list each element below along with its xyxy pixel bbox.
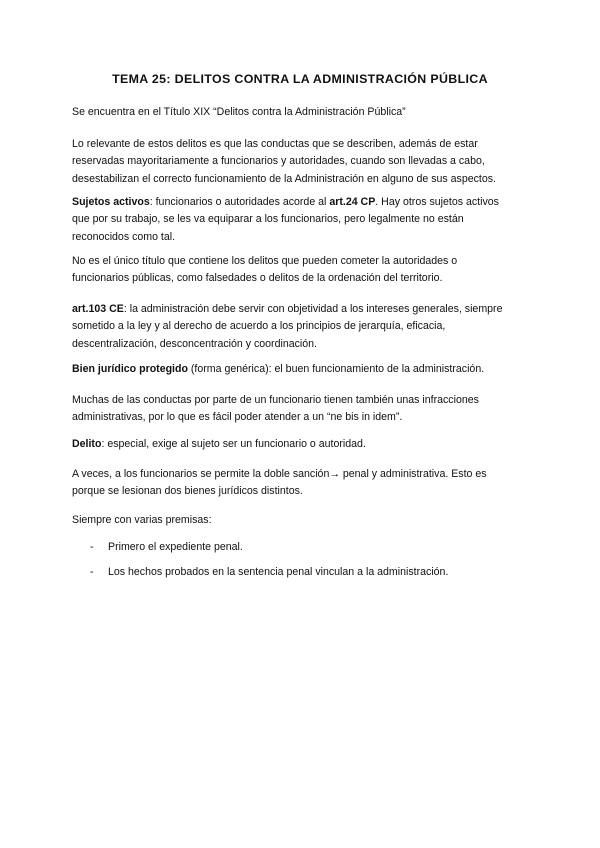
ref-art-103-ce: art.103 CE [72,303,124,315]
paragraph-line: funcionarios públicas, como falsedades o delitos de la ordenación del territorio. [72,272,443,285]
paragraph-line: Se encuentra en el Título XIX “Delitos contra la Administración Pública” [72,106,406,118]
text-fragment: (forma genérica): el buen funcionamiento de la administración. [187,363,485,375]
paragraph-line: No es el único título que contiene los delitos que pueden cometer la autoridades o [72,255,458,267]
text-fragment: : la administración debe servir con objetividad a los intereses generales, siempre [123,303,503,315]
term-sujetos-activos: Sujetos activos [72,196,150,208]
bullet-marker: - [90,541,94,553]
list-item [90,539,243,556]
paragraph-doble-sancion [72,466,534,501]
paragraph-art-103-ce [72,301,534,353]
list-item-text: Primero el expediente penal. [108,541,243,553]
text-fragment: : especial, exige al sujeto ser un funcionario o autoridad. [101,438,366,450]
paragraph-line: que por su trabajo, se les va equiparar a los funcionarios, pero legalmente no están [72,213,464,226]
paragraph-line [72,301,534,318]
paragraph-titulo-xix [72,104,534,121]
paragraph-premisas [72,512,534,529]
paragraph-line: Siempre con varias premisas: [72,514,212,526]
paragraph-sujetos-activos [72,194,534,246]
paragraph-line: desestabilizan el correcto funcionamiento de la Administración en alguno de sus aspectos. [72,172,497,185]
paragraph-line [72,436,534,453]
paragraph-line: descentralización, desconcentración y coordinación. [72,337,317,350]
bullet-marker: - [90,566,94,578]
paragraph-line: A veces, a los funcionarios se permite la doble sanción→ penal y administrativa. Esto es [72,468,487,480]
paragraph-unico-titulo [72,253,534,288]
paragraph-line: administrativas, por lo que es fácil poder atender a un “ne bis in idem”. [72,411,403,424]
paragraph-line: sometido a la ley y al derecho de acuerdo a los principios de jerarquía, eficacia, [72,320,446,333]
paragraph-infracciones [72,392,534,427]
document-title: TEMA 25: DELITOS CONTRA LA ADMINISTRACIÓN PÚBLICA [112,72,488,86]
paragraph-line: Lo relevante de estos delitos es que las conductas que se describen, además de estar [72,138,478,150]
paragraph-bien-juridico [72,361,534,378]
paragraph-relevancia [72,136,534,188]
text-fragment: : funcionarios o autoridades acorde al [149,196,330,208]
paragraph-line: Muchas de las conductas por parte de un funcionario tienen también unas infracciones [72,394,479,406]
paragraph-line [72,194,534,211]
term-delito: Delito [72,438,102,450]
list-item-text: Los hechos probados en la sentencia penal vinculan a la administración. [108,566,449,578]
term-bien-juridico: Bien jurídico protegido [72,363,188,375]
list-item [90,564,448,581]
paragraph-line: porque se lesionan dos bienes jurídicos distintos. [72,485,303,498]
paragraph-delito [72,436,534,453]
text-fragment: . Hay otros sujetos activos [375,196,499,208]
paragraph-line [72,361,534,378]
paragraph-line: reconocidos como tal. [72,230,176,243]
paragraph-line: reservadas mayoritariamente a funcionarios y autoridades, cuando son llevadas a cabo, [72,155,485,168]
ref-art-24-cp: art.24 CP [329,196,376,208]
